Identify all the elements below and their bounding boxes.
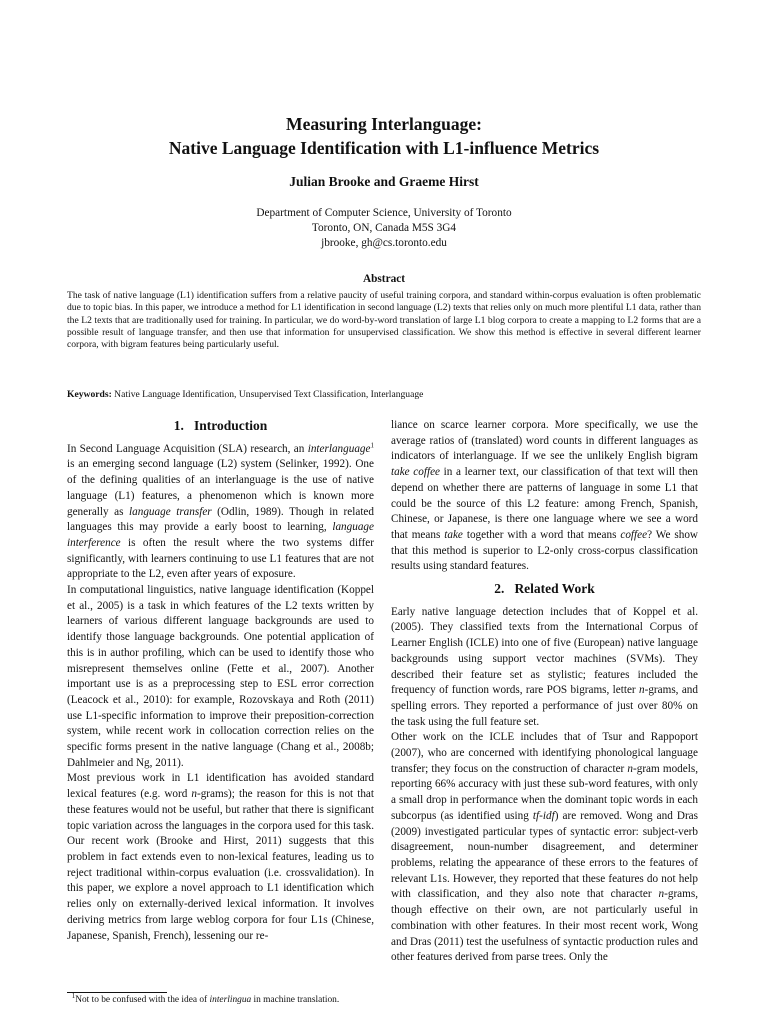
term-interlanguage: interlanguage [307, 442, 371, 455]
intro-paragraph-3-continued [391, 418, 698, 575]
text-run: Most previous work in L1 identification has avoided standard lexical features (e.g. word [67, 772, 374, 801]
related-paragraph-2 [391, 730, 698, 966]
section-number: 2. [494, 581, 505, 597]
term-coffee: coffee [620, 528, 648, 541]
text-run: -grams, and spelling errors. They reported a performance of just over 80% on the task using the full feature set. [391, 684, 698, 728]
term-language-interference: language interference [67, 521, 374, 549]
footnote-number: 1 [71, 991, 76, 1000]
keywords-label: Keywords: [67, 389, 112, 400]
term-interlingua: interlingua [209, 995, 252, 1005]
abstract-heading: Abstract [362, 273, 406, 285]
text-run: -gram models, reporting 66% accuracy with just these sub-word features, with only a small drop in performance when the dominant topic words in each subcorpus (as identified using [391, 762, 698, 822]
term-tf-idf: tf-idf [532, 809, 555, 822]
authors: Julian Brooke and Graeme Hirst [289, 174, 479, 189]
section-heading-introduction [67, 418, 374, 434]
affiliation-email: jbrooke, gh@cs.toronto.edu [321, 237, 447, 249]
text-run: liance on scarce learner corpora. More specifically, we use the average ratios of (translated) word counts in different languages as indicators of interlanguage. If we see the unlikely English bigram [391, 419, 698, 463]
text-run: in machine translation. [251, 995, 340, 1005]
footnote [67, 991, 374, 1007]
text-run: Early native language detection includes that of Koppel et al. (2005). They classified texts from the International Corpus of Learner English (ICLE) into one of five (European) native language backgrounds using support vector machines (SVMs). They described their feature set as stylistic; features included the frequency of function words, rare POS bigrams, letter [391, 605, 698, 697]
text-run: ) are removed. Wong and Dras (2009) investigated particular types of syntactic error: subject-verb disagreement, noun-number disagreement, and determiner problems, relating the appearance of these errors to the features of relevant L1s. However, they reported that these features do not help with classification, and they also note that character [391, 809, 699, 901]
section-title: Introduction [193, 418, 268, 433]
keywords [67, 389, 701, 401]
text-run: in a learner text, our classification of that text will then depend on whether there are patterns of language in some L1 that could be the source of this L2 feature: among French, Spanish, Chinese, or Japanese, is there one language where we see a word that means [391, 466, 698, 541]
term-n: n [639, 684, 645, 697]
affiliation-department: Department of Computer Science, University of Toronto [256, 207, 512, 219]
term-n: n [191, 788, 197, 801]
related-paragraph-1 [391, 605, 698, 731]
footnote-rule [67, 992, 167, 993]
section-heading-related-work [391, 581, 698, 597]
intro-paragraph-1 [67, 442, 374, 583]
intro-paragraph-3 [67, 771, 374, 944]
term-language-transfer: language transfer [129, 505, 212, 518]
right-column [391, 418, 698, 966]
title-line-2: Native Language Identification with L1-influence Metrics [168, 138, 600, 158]
term-take: take [444, 528, 463, 541]
text-run: Not to be confused with the idea of [75, 995, 210, 1005]
left-column [67, 418, 374, 944]
affiliation [0, 206, 768, 251]
text-run: -grams, though effective on their own, are not particularly useful in combination with other features. In their most recent work, Wong and Dras (2011) test the usefulness of syntactic production rules and other features derived from parse trees. Only the [391, 888, 698, 964]
text-run: (Odlin, 1989). Though in related languages this may provide a early boost to learning, [67, 505, 374, 534]
footnote-marker: 1 [370, 440, 374, 449]
section-number: 1. [173, 418, 184, 433]
section-title: Related Work [514, 581, 595, 597]
text-run: Other work on the ICLE includes that of Tsur and Rappoport (2007), who are concerned with identifying phonological language transfer; they focus on the construction of character [391, 731, 698, 775]
title-line-1: Measuring Interlanguage: [286, 114, 482, 134]
intro-paragraph-2: In computational linguistics, native language identification (Koppel et al., 2005) is a task in which features of the L2 texts written by learners of various different language backgrounds are used to identify those language backgrounds. One potential application of this is in author profiling, which can be used to identify those who misrepresent themselves online (Fette et al., 2007). Another important use is as a preprocessing step to ESL error correction (Leacock et al., 2010): for example, Rozovskaya and Roth (2011) use L1-specific information to improve their preposition-correction system, while recent work in collocation correction relies on the specific forms present in the native language (Chang et al., 2008b; Dahlmeier and Ng, 2011). [67, 584, 374, 769]
text-run: -grams); the reason for this is not that these features would not be useful, but rather that there is significant topic variation across the languages in the corpora used for this task. Our recent work (Brooke and Hirst, 2011) suggests that this problem in fact extends even to non-lexical features, leading us to reject traditional within-corpus evaluation (i.e. crossvalidation). In this paper, we explore a novel approach to L1 identification which relies only on externally-derived lexical information. It involves deriving metrics from large weblog corpora for four L1s (Chinese, Japanese, Spanish, French), lessening our re- [67, 788, 374, 942]
term-n: n [658, 888, 665, 901]
term-take-coffee: take coffee [391, 466, 440, 479]
text-run: In Second Language Acquisition (SLA) research, an [67, 442, 308, 455]
text-run: is an emerging second language (L2) system (Selinker, 1992). One of the defining qualities of an interlanguage is the use of native language (L1) features, a phenomenon which is known more generally as [67, 458, 374, 518]
keywords-text: Native Language Identification, Unsupervised Text Classification, Interlanguage [114, 389, 424, 400]
text-run: ? We show that this method is superior to L2-only cross-corpus classification results using standard features. [391, 528, 698, 573]
text-run: together with a word that means [462, 528, 621, 541]
text-run: is often the result where the two systems differ significantly, with learners continuing to use L1 features that are not appropriate to the L2, even after years of exposure. [67, 536, 374, 581]
abstract-text: The task of native language (L1) identification suffers from a relative paucity of useful training corpora, and standard within-corpus evaluation is often problematic due to topic bias. In this paper, we introduce a method for L1 identification in second language (L2) texts that relies only on much more plentiful L1 data, rather than the L2 texts that are traditionally used for training. In particular, we do word-by-word translation of large L1 blog corpora to create a mapping to L2 forms that are a possible result of language transfer, and then use that information for unsupervised classification. We show this method is effective in several different learner corpora, with bigram features being particularly useful. [67, 290, 701, 351]
paper-title [0, 112, 768, 160]
affiliation-address: Toronto, ON, Canada M5S 3G4 [311, 222, 457, 234]
term-n: n [627, 762, 634, 775]
